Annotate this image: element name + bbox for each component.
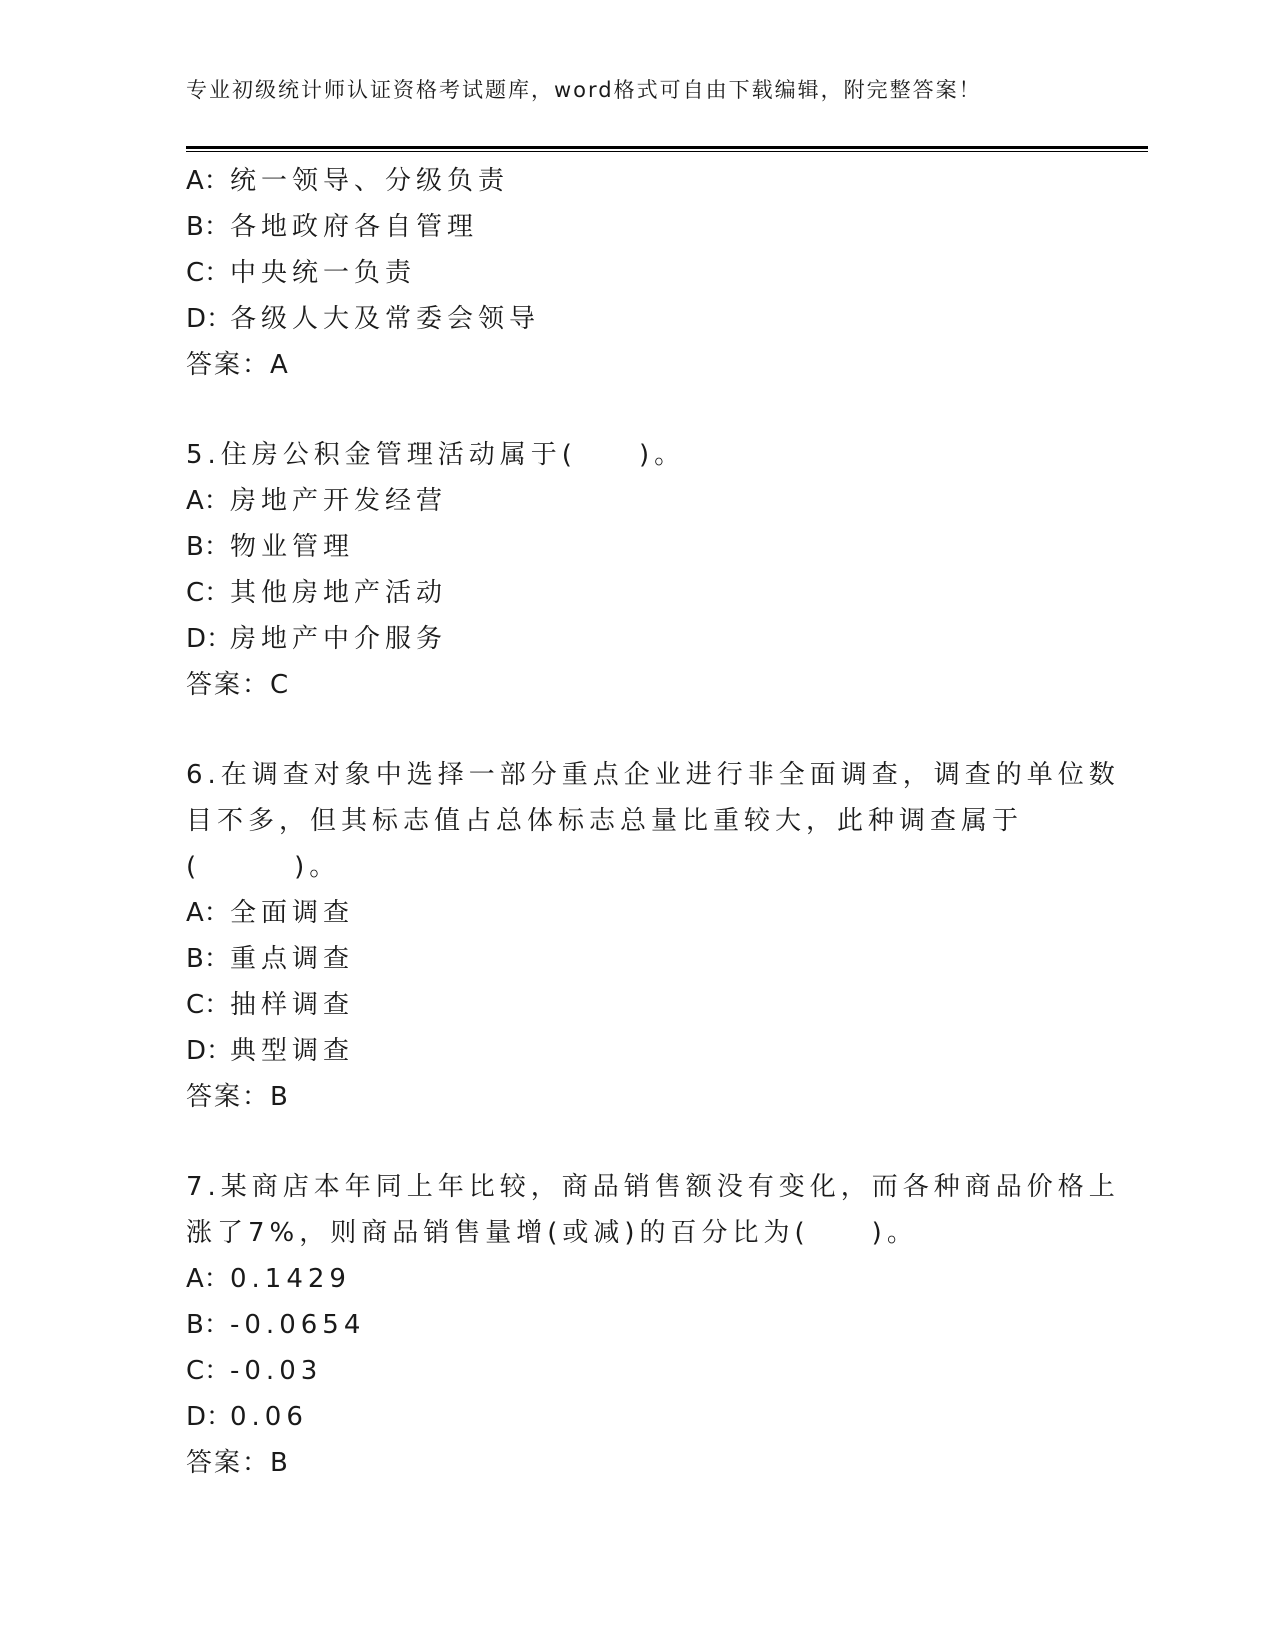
option-label: C：	[186, 258, 231, 288]
option-label: C：	[186, 578, 231, 608]
option-text: 0.1429	[230, 1264, 351, 1294]
option-text: 抽样调查	[230, 990, 355, 1020]
document-header: 专业初级统计师认证资格考试题库，word格式可自由下载编辑，附完整答案！	[186, 78, 982, 102]
question-stem	[186, 752, 1120, 890]
option-row	[186, 936, 1086, 982]
question-stem-line: 涨了7%，则商品销售量增(或减)的百分比为( )。	[186, 1218, 918, 1248]
block-gap	[186, 708, 1086, 752]
block-gap	[186, 388, 1086, 432]
option-text: 房地产中介服务	[230, 624, 448, 654]
option-text: 典型调查	[230, 1036, 355, 1066]
option-label: D：	[186, 1402, 233, 1432]
header-rule-thick	[186, 146, 1148, 149]
question-block	[186, 158, 1086, 388]
option-row	[186, 1256, 1086, 1302]
answer-line: 答案：C	[186, 670, 291, 700]
header-rule-thin	[186, 151, 1148, 152]
question-block	[186, 1164, 1120, 1486]
option-text: -0.0654	[230, 1310, 366, 1340]
option-label: A：	[186, 486, 230, 516]
option-label: B：	[186, 1310, 230, 1340]
option-row	[186, 1394, 1086, 1440]
option-label: C：	[186, 990, 231, 1020]
option-text: 全面调查	[230, 898, 355, 928]
question-stem-line: 目不多，但其标志值占总体标志总量比重较大，此种调查属于	[186, 806, 1024, 836]
option-row	[186, 982, 1086, 1028]
option-text: 各地政府各自管理	[230, 212, 479, 242]
option-label: C：	[186, 1356, 231, 1386]
option-row	[186, 478, 1086, 524]
option-row	[186, 204, 1086, 250]
option-label: B：	[186, 212, 230, 242]
option-text: 统一领导、分级负责	[230, 166, 510, 196]
option-label: A：	[186, 166, 230, 196]
option-row	[186, 616, 1086, 662]
option-row	[186, 1348, 1086, 1394]
option-label: D：	[186, 1036, 233, 1066]
option-text: 房地产开发经营	[230, 486, 448, 516]
option-text: 其他房地产活动	[230, 578, 448, 608]
option-row	[186, 1028, 1086, 1074]
option-label: B：	[186, 532, 230, 562]
option-label: D：	[186, 624, 233, 654]
question-stem	[186, 432, 1086, 478]
option-text: 0.06	[230, 1402, 308, 1432]
question-stem	[186, 1164, 1120, 1256]
answer-line: 答案：A	[186, 350, 290, 380]
question-stem-line: 6.在调查对象中选择一部分重点企业进行非全面调查，调查的单位数	[186, 760, 1120, 790]
question-block	[186, 432, 1086, 708]
option-row	[186, 158, 1086, 204]
option-row	[186, 890, 1086, 936]
question-block	[186, 752, 1120, 1120]
option-label: D：	[186, 304, 233, 334]
answer-line: 答案：B	[186, 1448, 290, 1478]
option-text: 重点调查	[230, 944, 355, 974]
option-text: -0.03	[230, 1356, 323, 1386]
option-label: A：	[186, 898, 230, 928]
answer-line: 答案：B	[186, 1082, 290, 1112]
question-stem-line: 5.住房公积金管理活动属于( )。	[186, 440, 686, 470]
option-label: B：	[186, 944, 230, 974]
question-list	[186, 158, 1120, 1486]
option-row	[186, 524, 1086, 570]
option-row	[186, 570, 1086, 616]
option-text: 中央统一负责	[230, 258, 417, 288]
option-row	[186, 250, 1086, 296]
question-stem-line: 7.某商店本年同上年比较，商品销售额没有变化，而各种商品价格上	[186, 1172, 1120, 1202]
option-text: 各级人大及常委会领导	[230, 304, 541, 334]
option-label: A：	[186, 1264, 230, 1294]
option-row	[186, 1302, 1086, 1348]
question-stem-line: ( )。	[186, 852, 341, 882]
option-text: 物业管理	[230, 532, 355, 562]
option-row	[186, 296, 1086, 342]
block-gap	[186, 1120, 1086, 1164]
